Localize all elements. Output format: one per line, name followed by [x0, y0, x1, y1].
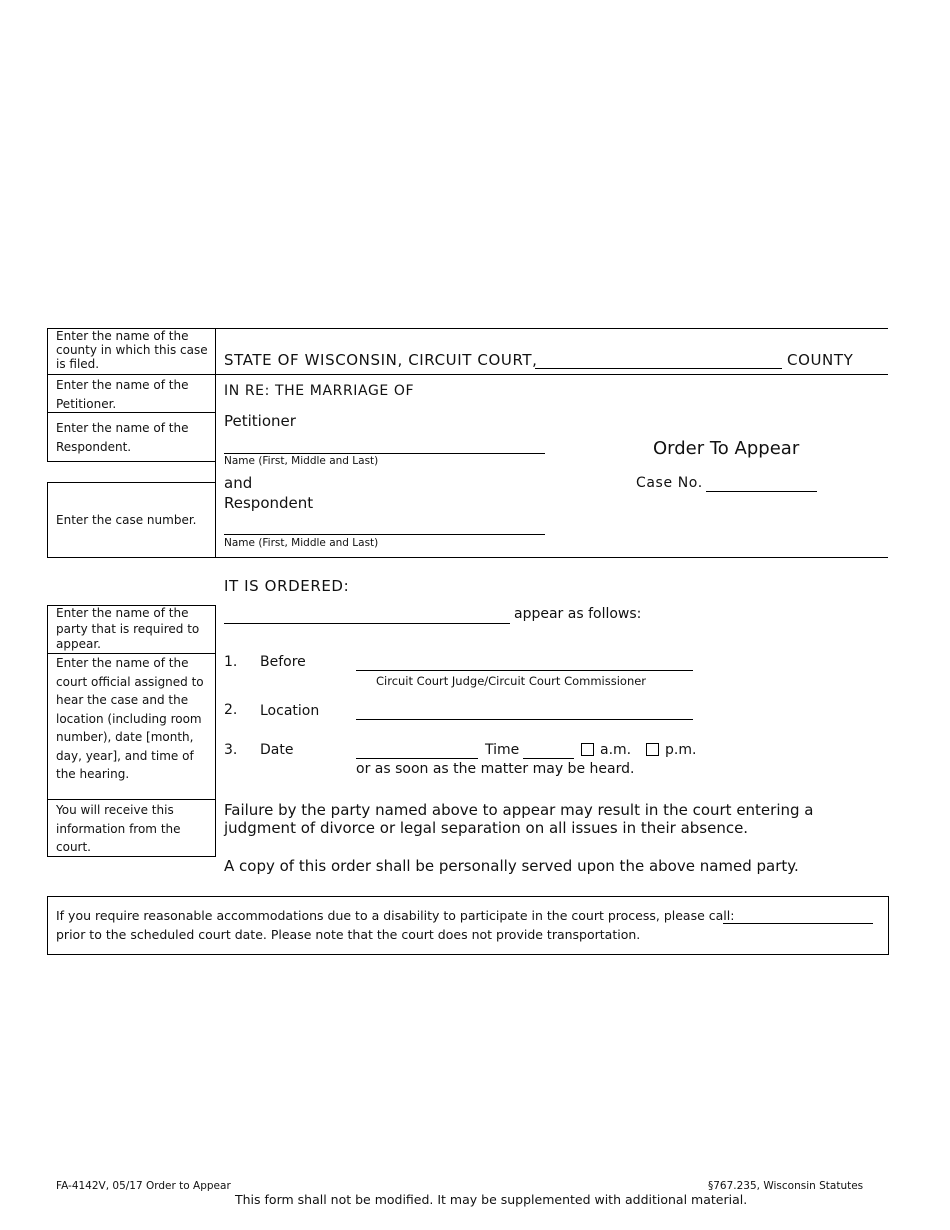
it-is-ordered-label: IT IS ORDERED: — [224, 577, 350, 595]
item3-label: Date — [260, 742, 294, 758]
before-hint: Circuit Court Judge/Circuit Court Commissioner — [376, 674, 647, 688]
respondent-name-hint: Name (First, Middle and Last) — [224, 537, 379, 549]
caption-header-rule — [216, 374, 888, 375]
appear-as-follows-label: appear as follows: — [514, 606, 642, 622]
note-official: Enter the name of the court official assigned to hear the case and the location (including room number), date [month, day, year], and time of the hearing. — [56, 656, 204, 781]
case-no-field[interactable] — [706, 491, 817, 492]
state-court-label: STATE OF WISCONSIN, CIRCUIT COURT, — [224, 351, 538, 369]
caption-top-rule — [216, 328, 888, 329]
failure-paragraph: Failure by the party named above to appear may result in the court entering a judgment of divorce or legal separation on all issues in their absence. — [224, 801, 814, 837]
respondent-name-field[interactable] — [224, 534, 545, 535]
as-soon-text: or as soon as the matter may be heard. — [356, 761, 635, 777]
party-name-field[interactable] — [224, 623, 510, 624]
respondent-label: Respondent — [224, 494, 314, 512]
date-field[interactable] — [356, 758, 478, 759]
county-field[interactable] — [535, 368, 782, 369]
note-party: Enter the name of the party that is required to appear. — [56, 606, 200, 651]
note-county: Enter the name of the county in which this case is filed. — [56, 329, 208, 371]
time-field[interactable] — [523, 758, 574, 759]
accommodation-line1: If you require reasonable accommodations due to a disability to participate in the court process, please call: — [56, 908, 735, 923]
petitioner-name-hint: Name (First, Middle and Last) — [224, 455, 379, 467]
note-info: You will receive this information from the court. — [56, 803, 181, 854]
item1-label: Before — [260, 654, 306, 670]
form-title: Order To Appear — [653, 438, 800, 459]
caption-left-rule — [215, 328, 216, 558]
item1-number: 1. — [224, 654, 238, 670]
accommodation-box — [47, 896, 889, 955]
copy-paragraph: A copy of this order shall be personally served upon the above named party. — [224, 857, 799, 875]
footer-statute: §767.235, Wisconsin Statutes — [708, 1180, 864, 1192]
case-no-label: Case No. — [636, 475, 703, 491]
item3-number: 3. — [224, 742, 238, 758]
note-petitioner: Enter the name of the Petitioner. — [56, 378, 189, 411]
and-label: and — [224, 474, 253, 492]
item2-number: 2. — [224, 702, 238, 718]
time-label: Time — [485, 742, 520, 758]
note-case-number: Enter the case number. — [56, 513, 197, 527]
am-checkbox[interactable] — [581, 743, 594, 756]
in-re-label: IN RE: THE MARRIAGE OF — [224, 383, 415, 399]
petitioner-label: Petitioner — [224, 412, 296, 430]
am-label: a.m. — [600, 742, 632, 758]
caption-bottom-rule — [216, 557, 888, 558]
accommodation-phone-field[interactable] — [723, 923, 873, 924]
accommodation-line2: prior to the scheduled court date. Please note that the court does not provide transportation. — [56, 927, 641, 942]
county-label: COUNTY — [787, 351, 854, 369]
pm-checkbox[interactable] — [646, 743, 659, 756]
item2-label: Location — [260, 703, 320, 719]
petitioner-name-field[interactable] — [224, 453, 545, 454]
pm-label: p.m. — [665, 742, 697, 758]
note-respondent: Enter the name of the Respondent. — [56, 421, 189, 454]
before-field[interactable] — [356, 670, 693, 671]
footer-form-id: FA-4142V, 05/17 Order to Appear — [56, 1180, 231, 1192]
footer-notice: This form shall not be modified. It may be supplemented with additional material. — [235, 1192, 748, 1207]
location-field[interactable] — [356, 719, 693, 720]
